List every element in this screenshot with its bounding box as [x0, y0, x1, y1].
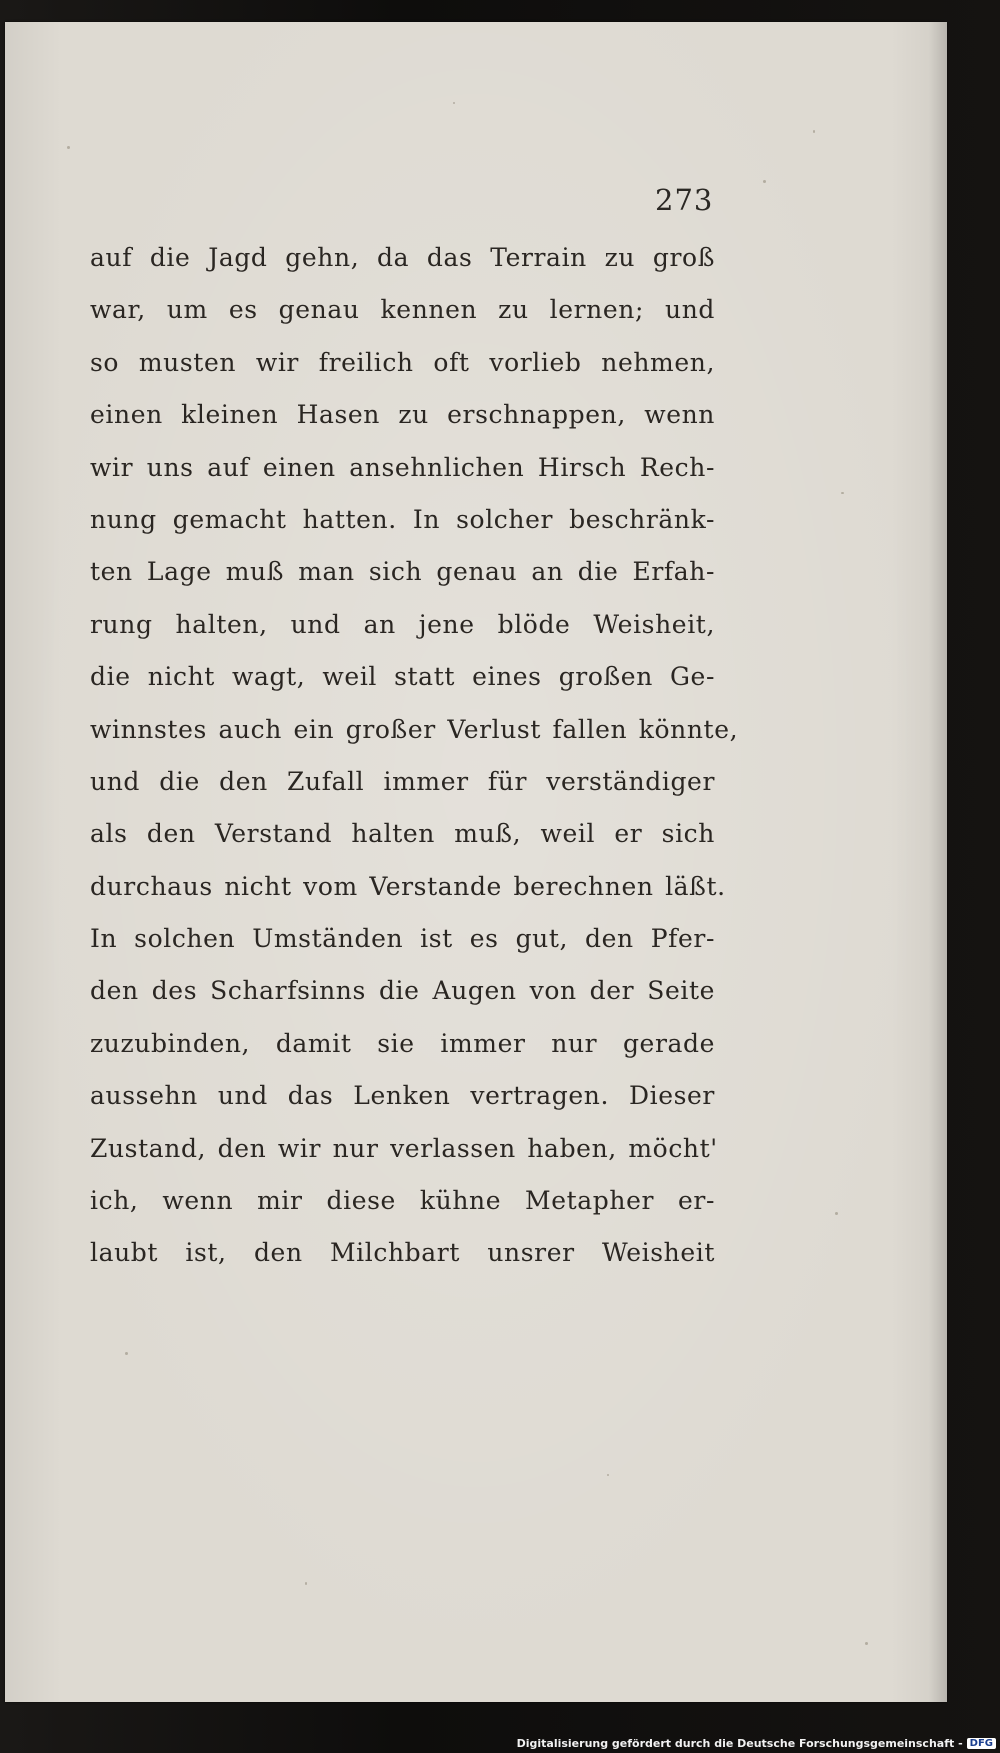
body-text: [90, 232, 739, 1280]
page-number: 273: [655, 183, 714, 217]
text-line: auf die Jagd gehn, da das Terrain zu groß: [90, 243, 715, 272]
paper-speck: [607, 1474, 609, 1476]
paper-speck: [125, 1352, 128, 1355]
paper-speck: [835, 1212, 838, 1215]
page-edge-shadow: [929, 22, 947, 1702]
text-line: war, um es genau kennen zu lernen; und: [90, 295, 715, 325]
text-line: Zustand, den wir nur verlassen haben, möcht': [90, 1133, 718, 1163]
text-line: so musten wir freilich oft vorlieb nehmen,: [90, 347, 715, 377]
text-line: In solchen Umständen ist es gut, den Pfer-: [90, 924, 715, 954]
paper-speck: [841, 492, 844, 494]
paper-speck: [305, 1582, 307, 1585]
text-line: nung gemacht hatten. In solcher beschränk-: [90, 504, 715, 534]
text-line: wir uns auf einen ansehnlichen Hirsch Rech-: [90, 452, 715, 482]
paper-speck: [813, 130, 815, 133]
text-line: den des Scharfsinns die Augen von der Seite: [90, 976, 715, 1006]
dfg-logo: DFG: [967, 1738, 996, 1749]
text-line: die nicht wagt, weil statt eines großen Ge-: [90, 662, 715, 692]
text-line: winnstes auch ein großer Verlust fallen könnte,: [90, 714, 739, 744]
text-line: durchaus nicht vom Verstande berechnen läßt.: [90, 871, 726, 901]
paper-speck: [763, 180, 766, 183]
paper-speck: [67, 146, 70, 149]
text-line: ten Lage muß man sich genau an die Erfah-: [90, 557, 715, 587]
text-line: laubt ist, den Milchbart unsrer Weisheit: [90, 1238, 715, 1268]
digitization-credit: [517, 1737, 996, 1750]
text-line: als den Verstand halten muß, weil er sich: [90, 819, 715, 849]
text-line: rung halten, und an jene blöde Weisheit,: [90, 609, 715, 639]
paper-speck: [865, 1642, 868, 1645]
text-line: aussehn und das Lenken vertragen. Dieser: [90, 1081, 715, 1111]
credit-text: Digitalisierung gefördert durch die Deutsche Forschungsgemeinschaft -: [516, 1737, 963, 1750]
text-line: und die den Zufall immer für verständiger: [90, 766, 715, 796]
text-line: zuzubinden, damit sie immer nur gerade: [90, 1028, 715, 1058]
paper-speck: [453, 102, 455, 104]
text-line: einen kleinen Hasen zu erschnappen, wenn: [90, 400, 715, 430]
text-line: ich, wenn mir diese kühne Metapher er-: [90, 1186, 715, 1216]
